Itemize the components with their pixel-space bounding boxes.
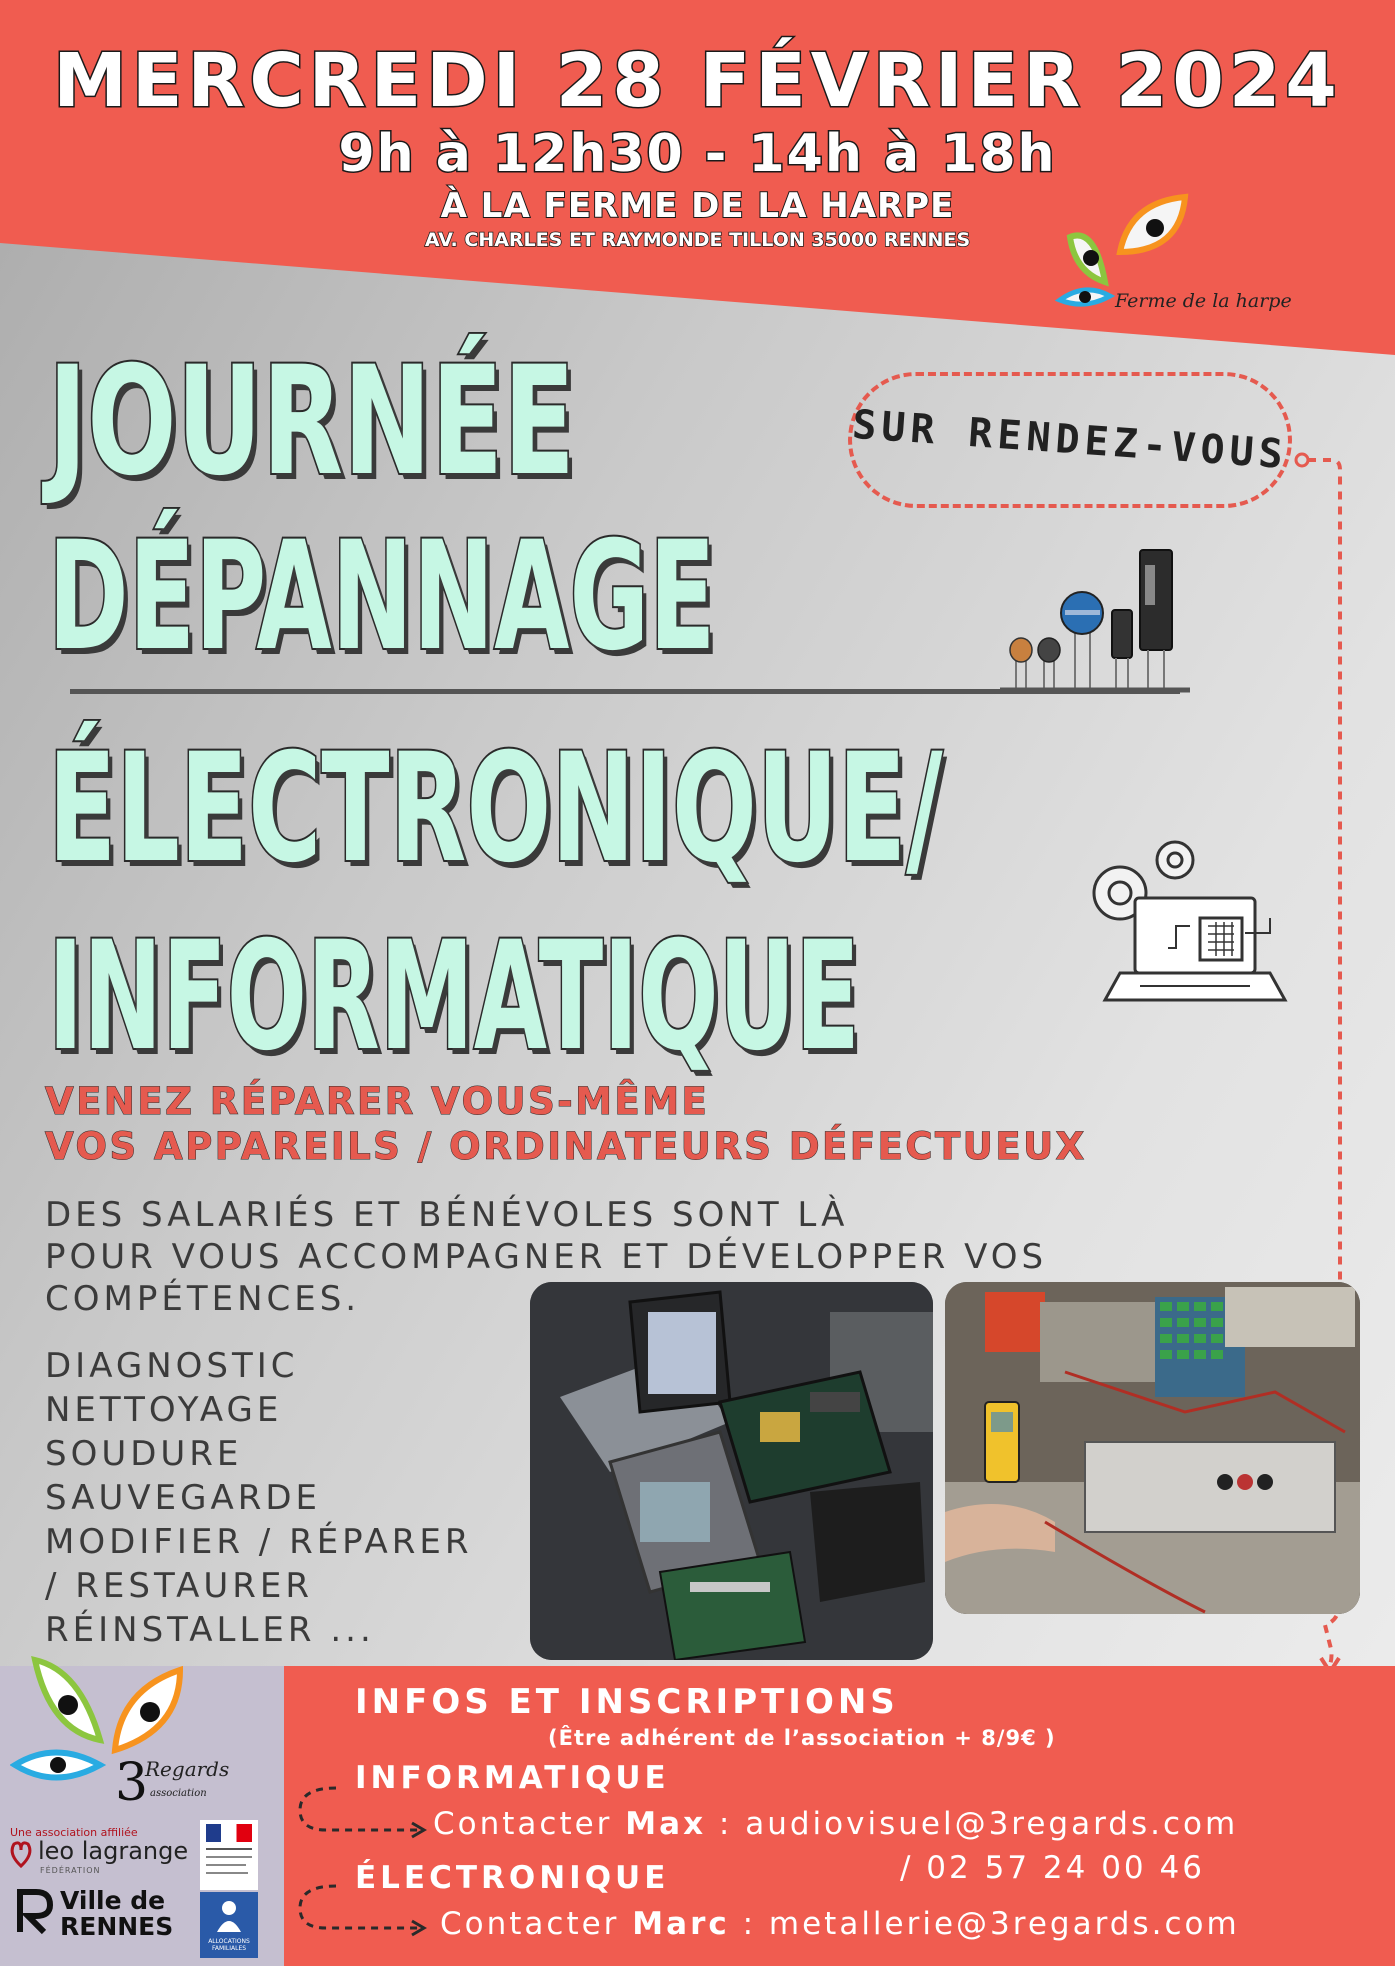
service-item: NETTOYAGE <box>45 1390 283 1430</box>
ville-de-rennes-icon <box>14 1888 56 1936</box>
service-item: SOUDURE <box>45 1434 243 1474</box>
service-item: SAUVEGARDE <box>45 1478 321 1518</box>
infos-subtitle: (Être adhérent de l’association + 8/9€ ) <box>548 1726 1056 1750</box>
photo-electronics-workbench <box>945 1282 1360 1614</box>
caf-logo <box>200 1892 258 1958</box>
infos-title: INFOS ET INSCRIPTIONS <box>355 1682 899 1722</box>
electronic-components-icon <box>1000 540 1190 695</box>
photo-laptop-repair <box>530 1282 933 1660</box>
laptop-gears-icon <box>1080 838 1300 1008</box>
ferme-de-la-harpe-logo <box>1055 192 1305 322</box>
informatique-title: INFORMATIQUE <box>355 1760 670 1796</box>
event-venue: À LA FERME DE LA HARPE <box>440 186 955 226</box>
informatique-contact <box>433 1806 1238 1842</box>
electronique-contact-name: Marc <box>632 1906 730 1942</box>
informatique-contact-name: Max <box>625 1806 707 1842</box>
electronique-email[interactable]: : metallerie@3regards.com <box>742 1906 1240 1942</box>
title-journee: JOURNÉE <box>48 335 576 509</box>
ferme-logo-text: Ferme de la harpe <box>1115 290 1292 312</box>
electronique-contact <box>440 1906 1240 1942</box>
caf-icon <box>213 1898 245 1934</box>
event-date: MERCREDI 28 FÉVRIER 2024 <box>53 38 1342 124</box>
description-line-3: COMPÉTENCES. <box>45 1279 361 1319</box>
description-line-2: POUR VOUS ACCOMPAGNER ET DÉVELOPPER VOS <box>45 1237 1048 1277</box>
3-regards-sub: association <box>150 1788 207 1799</box>
3-regards-name: Regards <box>145 1757 230 1781</box>
3-regards-logo <box>10 1650 260 1830</box>
tagline-line-1: VENEZ RÉPARER VOUS-MÊME <box>45 1080 710 1123</box>
3-regards-number: 3 <box>115 1753 149 1813</box>
leo-lagrange-name: leo lagrange <box>38 1837 189 1865</box>
service-item: MODIFIER / RÉPARER <box>45 1522 473 1562</box>
informatique-email[interactable]: : audiovisuel@3regards.com <box>718 1806 1239 1842</box>
service-item: / RESTAURER <box>45 1566 313 1606</box>
event-hours: 9h à 12h30 - 14h à 18h <box>338 124 1057 184</box>
service-item: RÉINSTALLER ... <box>45 1610 375 1650</box>
event-address: AV. CHARLES ET RAYMONDE TILLON 35000 RENNES <box>424 229 971 251</box>
caf-text: ALLOCATIONS FAMILIALES <box>208 1938 250 1952</box>
informatique-phone[interactable]: / 02 57 24 00 46 <box>900 1850 1205 1886</box>
title-informatique: INFORMATIQUE <box>48 910 860 1084</box>
title-electronique: ÉLECTRONIQUE/ <box>48 722 943 896</box>
ville-de-rennes-line2: RENNES <box>60 1912 174 1941</box>
informatique-contact-label: Contacter <box>433 1806 613 1842</box>
republique-francaise-logo <box>200 1820 258 1890</box>
ville-de-rennes-line1: Ville de <box>60 1886 166 1915</box>
description-line-1: DES SALARIÉS ET BÉNÉVOLES SONT LÀ <box>45 1195 849 1235</box>
leo-lagrange-icon <box>8 1838 34 1868</box>
electronique-contact-label: Contacter <box>440 1906 620 1942</box>
tagline-line-2: VOS APPAREILS / ORDINATEURS DÉFECTUEUX <box>45 1125 1087 1168</box>
electronique-title: ÉLECTRONIQUE <box>355 1860 670 1896</box>
appointment-badge: SUR RENDEZ-VOUS <box>850 401 1290 479</box>
leo-lagrange-sub: FÉDÉRATION <box>40 1866 101 1875</box>
leo-lagrange-top: Une association affiliée <box>10 1826 138 1839</box>
service-item: DIAGNOSTIC <box>45 1346 299 1386</box>
title-depannage: DÉPANNAGE <box>48 510 716 684</box>
